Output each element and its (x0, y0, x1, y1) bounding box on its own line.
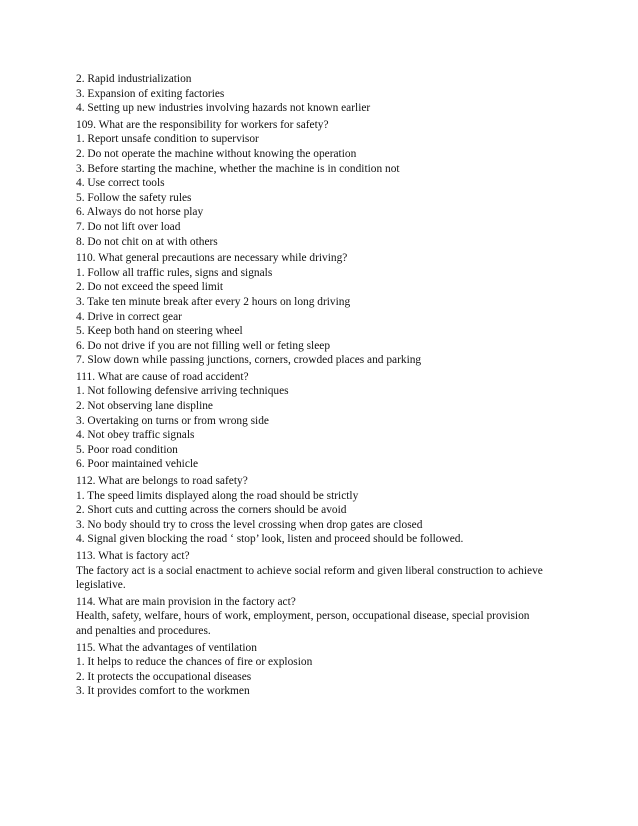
section-q114 (76, 595, 576, 639)
list-item: 1. Report unsafe condition to supervisor (76, 133, 259, 146)
list-item: 4. Not obey traffic signals (76, 429, 195, 442)
list-item: 7. Do not lift over load (76, 220, 181, 233)
list-item: 1. Not following defensive arriving techniques (76, 385, 289, 398)
list-item: 2. Rapid industrialization (76, 73, 192, 85)
list-item: 1. Follow all traffic rules, signs and signals (76, 266, 273, 279)
list-item: 4. Setting up new industries involving hazards not known earlier (76, 102, 371, 115)
question-heading: 115. What the advantages of ventilation (76, 641, 257, 654)
list-item: 3. Expansion of exiting factories (76, 87, 225, 100)
list-item: 1. The speed limits displayed along the road should be strictly (76, 489, 359, 502)
section-q109 (76, 118, 576, 249)
list-item: 3. No body should try to cross the level crossing when drop gates are closed (76, 518, 423, 531)
section-q113 (76, 549, 576, 593)
question-heading: 113. What is factory act? (76, 550, 190, 562)
question-heading: 109. What are the responsibility for workers for safety? (76, 118, 329, 131)
list-item: 4. Signal given blocking the road ‘ stop’ look, listen and proceed should be followed. (76, 533, 464, 546)
list-item: 2. Do not operate the machine without knowing the operation (76, 147, 357, 160)
question-heading: 111. What are cause of road accident? (76, 370, 249, 383)
question-heading: 110. What general precautions are necessary while driving? (76, 252, 348, 265)
list-item: 5. Follow the safety rules (76, 191, 192, 204)
document-page (76, 72, 576, 699)
list-item: 3. It provides comfort to the workmen (76, 685, 250, 698)
section-q112 (76, 474, 576, 547)
section-q110 (76, 251, 576, 368)
list-item: 4. Drive in correct gear (76, 310, 182, 323)
question-heading: 114. What are main provision in the factory act? (76, 595, 296, 608)
list-item: 5. Keep both hand on steering wheel (76, 325, 243, 338)
list-item: 7. Slow down while passing junctions, corners, crowded places and parking (76, 354, 422, 367)
answer-paragraph: Health, safety, welfare, hours of work, employment, person, occupational disease, special provision and penalties and procedures. (76, 610, 530, 637)
list-item: 3. Overtaking on turns or from wrong side (76, 414, 269, 427)
list-item: 2. It protects the occupational diseases (76, 670, 252, 683)
list-item: 2. Short cuts and cutting across the corners should be avoid (76, 504, 347, 517)
section-q115 (76, 641, 576, 699)
list-item: 6. Poor maintained vehicle (76, 458, 199, 471)
list-item: 3. Before starting the machine, whether the machine is in condition not (76, 162, 400, 175)
list-item: 3. Take ten minute break after every 2 hours on long driving (76, 295, 351, 308)
intro-list (76, 72, 576, 116)
list-item: 5. Poor road condition (76, 443, 178, 456)
answer-paragraph: The factory act is a social enactment to achieve social reform and given liberal construction to achieve legislative. (76, 564, 543, 592)
list-item: 2. Not observing lane displine (76, 400, 213, 413)
section-q111 (76, 370, 576, 472)
list-item: 6. Do not drive if you are not filling well or feting sleep (76, 339, 331, 352)
question-heading: 112. What are belongs to road safety? (76, 475, 248, 488)
list-item: 4. Use correct tools (76, 177, 165, 190)
list-item: 1. It helps to reduce the chances of fire or explosion (76, 656, 313, 669)
list-item: 2. Do not exceed the speed limit (76, 281, 224, 294)
list-item: 6. Always do not horse play (76, 206, 204, 219)
list-item: 8. Do not chit on at with others (76, 235, 218, 248)
